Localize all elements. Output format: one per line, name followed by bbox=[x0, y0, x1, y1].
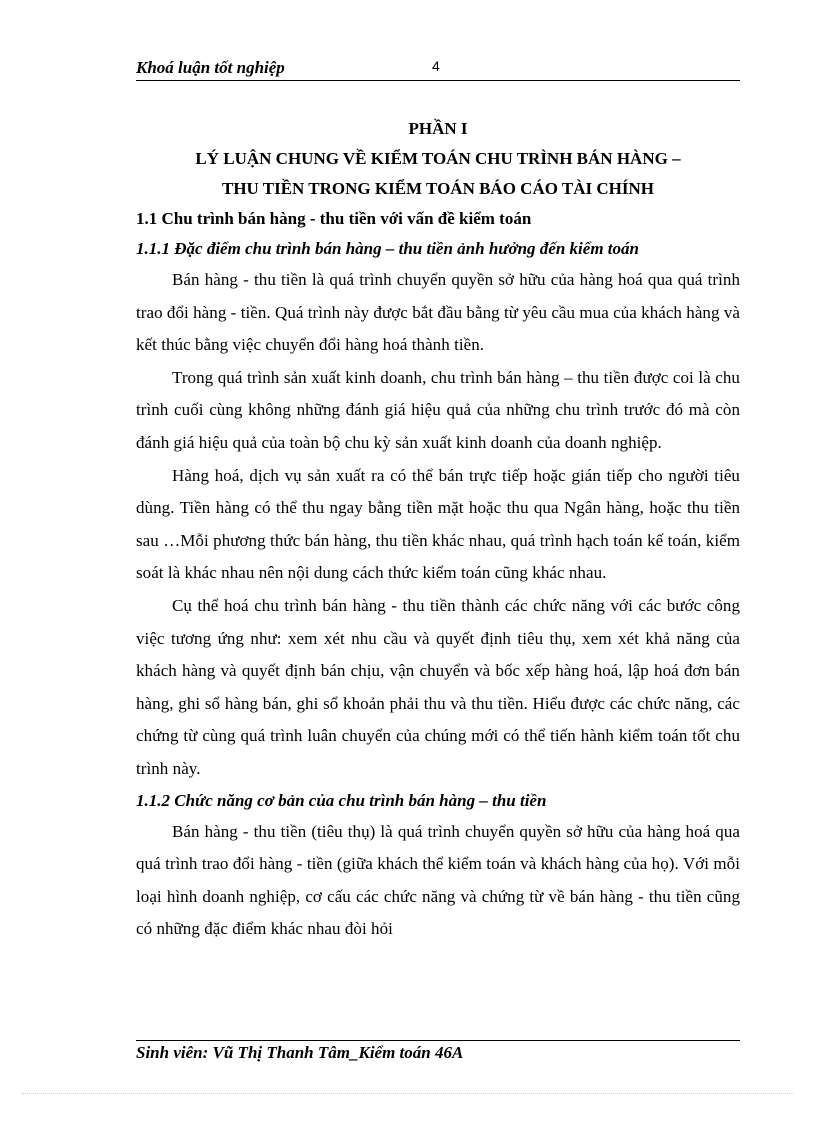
section-1-1-2-heading: 1.1.2 Chức năng cơ bản của chu trình bán hàng – thu tiền bbox=[136, 790, 547, 810]
page-footer bbox=[136, 1040, 740, 1063]
page-break-line bbox=[22, 1093, 794, 1094]
header-title: Khoá luận tốt nghiệp bbox=[136, 58, 285, 77]
part-title-line-2: THU TIỀN TRONG KIỂM TOÁN BÁO CÁO TÀI CHÍNH bbox=[221, 179, 654, 198]
page-number: 4 bbox=[432, 58, 440, 74]
paragraph: Bán hàng - thu tiền là quá trình chuyển quyền sở hữu của hàng hoá qua quá trình trao đổi hàng - tiền. Quá trình này được bắt đầu bằng từ yêu cầu mua của khách hàng và kết thúc bằng việc chuyển đổi hàng hoá thành tiền. bbox=[136, 270, 740, 355]
section-1-1-1-heading: 1.1.1 Đặc điểm chu trình bán hàng – thu tiền ảnh hưởng đến kiểm toán bbox=[136, 239, 639, 258]
paragraph: Bán hàng - thu tiền (tiêu thụ) là quá trình chuyển quyền sở hữu của hàng hoá qua quá trình trao đổi hàng - tiền (giữa khách thể kiểm toán và khách hàng của họ). Với mỗi loại hình doanh nghiệp, cơ cấu các chức năng và chứng từ về bán hàng - thu tiền cũng có những đặc điểm khác nhau đòi hỏi bbox=[136, 821, 740, 939]
page-content bbox=[136, 114, 740, 946]
footer-author: Sinh viên: Vũ Thị Thanh Tâm_Kiểm toán 46A bbox=[136, 1043, 464, 1062]
section-1-1-heading: 1.1 Chu trình bán hàng - thu tiền với vấn đề kiểm toán bbox=[136, 209, 532, 228]
page-header bbox=[136, 56, 740, 81]
part-title-line-1: LÝ LUẬN CHUNG VỀ KIỂM TOÁN CHU TRÌNH BÁN HÀNG – bbox=[195, 149, 681, 168]
part-label: PHẦN I bbox=[408, 119, 468, 138]
paragraph: Hàng hoá, dịch vụ sản xuất ra có thể bán trực tiếp hoặc gián tiếp cho người tiêu dùng. Tiền hàng có thể thu ngay bằng tiền mặt hoặc thu qua Ngân hàng, hoặc thu tiền sau …Mỗi phương thức bán hàng, thu tiền khác nhau, quá trình hạch toán kế toán, kiểm soát là khác nhau nên nội dung cách thức kiểm toán cũng khác nhau. bbox=[136, 465, 740, 583]
paragraph: Cụ thể hoá chu trình bán hàng - thu tiền thành các chức năng với các bước công việc tương ứng như: xem xét nhu cầu và quyết định tiêu thụ, xem xét khả năng của khách hàng và quyết định bán chịu, vận chuyển và bốc xếp hàng hoá, lập hoá đơn bán hàng, ghi sổ hàng bán, ghi sổ khoản phải thu và thu tiền. Hiểu được các chức năng, các chứng từ cùng quá trình luân chuyển của chúng mới có thể tiến hành kiểm toán tốt chu trình này. bbox=[136, 595, 740, 778]
paragraph: Trong quá trình sản xuất kinh doanh, chu trình bán hàng – thu tiền được coi là chu trình cuối cùng không những đánh giá hiệu quả của những chu trình trước đó mà còn đánh giá hiệu quả của toàn bộ chu kỳ sản xuất kinh doanh của doanh nghiệp. bbox=[136, 367, 740, 452]
